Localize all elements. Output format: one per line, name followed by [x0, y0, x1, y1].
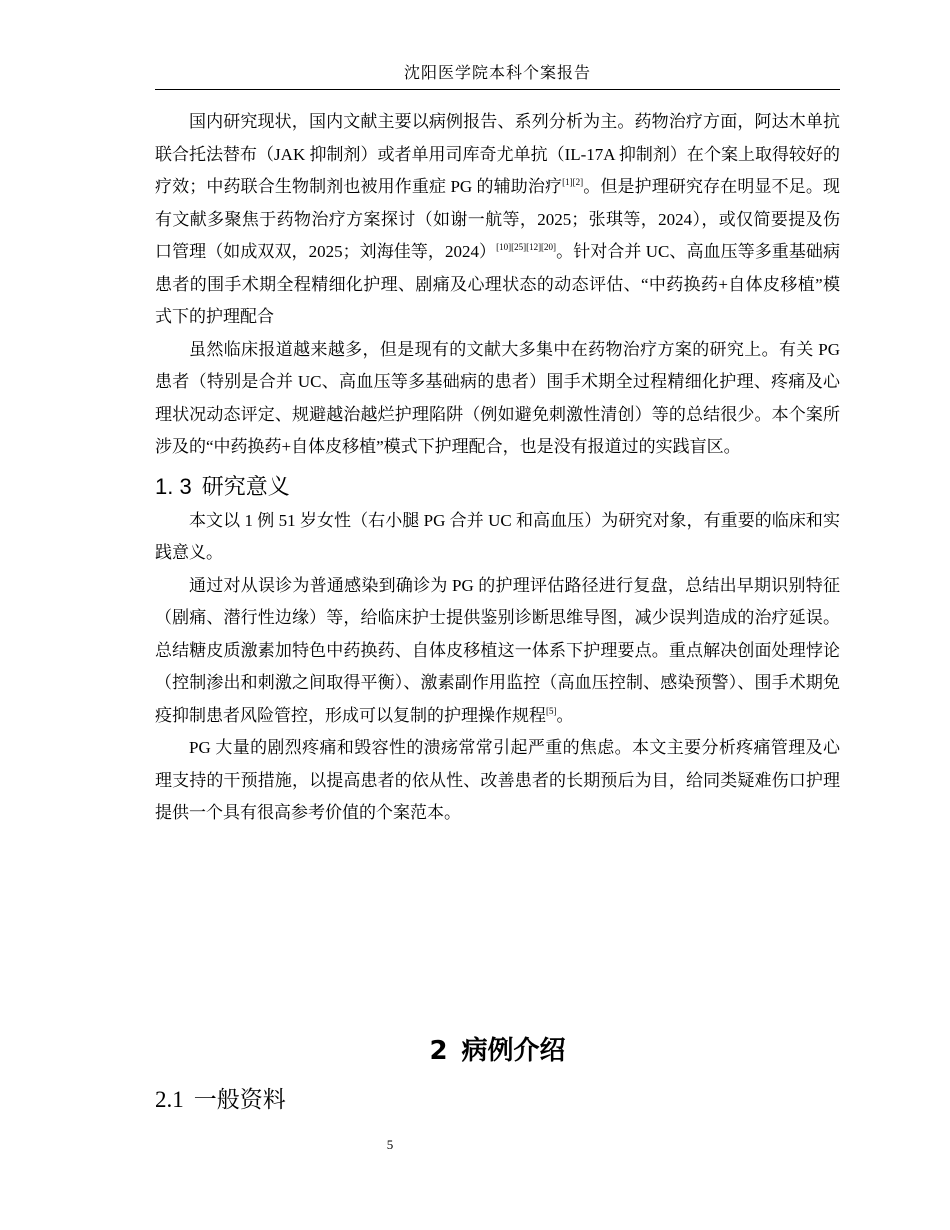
chapter-title: 病例介绍 — [461, 1036, 566, 1066]
paragraph-practice-gap: 虽然临床报道越来越多，但是现有的文献大多集中在药物治疗方案的研究上。有关 PG 患者（特别是合并 UC、高血压等多基础病的患者）围手术期全过程精细化护理、疼痛及心理状况动态评定、规避越治越烂护理陷阱（例如避免刺激性清创）等的总结很少。本个案所涉及的“中药换药+自体皮移植”模式下护理配合，也是没有报道过的实践盲区。 — [155, 339, 840, 456]
page-number: 5 — [386, 1137, 394, 1152]
paragraph-text: 通过对从误诊为普通感染到确诊为 PG 的护理评估路径进行复盘，总结出早期识别特征（剧痛、潜行性边缘）等，给临床护士提供鉴别诊断思维导图，减少误判造成的治疗延误。总结糖皮质激素加特色中药换药、自体皮移植这一体系下护理要点。重点解决创面处理悖论（控制渗出和刺激之间取得平衡）、激素副作用监控（高血压控制、感染预警）、围手术期免疫抑制患者风险管控，形成可以复制的护理操作规程 — [155, 575, 840, 725]
header-divider — [155, 89, 840, 90]
paragraph-research-status — [155, 106, 840, 334]
chapter-number: 2 — [429, 1036, 448, 1066]
citation-ref: [10][25][12][20] — [496, 242, 557, 252]
citation-ref: [5] — [546, 705, 557, 716]
page-header: 沈阳医学院本科个案报告 — [403, 65, 591, 82]
section-title: 一般资料 — [193, 1087, 286, 1113]
section-heading-1-3 — [155, 470, 840, 505]
section-number: 2.1 — [155, 1087, 184, 1112]
paragraph-text: 国内研究现状，国内文献主要以病例报告、系列分析为主。药物治疗方面，阿达木单抗联合托法替布（JAK 抑制剂）或者单用司库奇尤单抗（IL-17A 抑制剂）在个案上取得较好的疗效；中药联合生物制剂也被用作重症 PG 的辅助治疗 — [155, 112, 840, 196]
citation-ref: [1][2] — [562, 177, 584, 187]
paragraph-significance-intro: 本文以 1 例 51 岁女性（右小腿 PG 合并 UC 和高血压）为研究对象，有重要的临床和实践意义。 — [155, 510, 840, 562]
paragraph-text: 。但是护理研究存在明显不足。现有文献多聚焦于药物治疗方案探讨（如谢一航等，2025；张琪等，2024），或仅简要提及伤口管理（如成双双，2025；刘海佳等，2024） — [155, 177, 841, 261]
paragraph-significance-nursing — [155, 570, 840, 733]
section-number: 1. 3 — [155, 473, 192, 499]
paragraph-text: 。针对合并 UC、高血压等多重基础病患者的围手术期全程精细化护理、剧痛及心理状态的动态评估、“中药换药+自体皮移植”模式下的护理配合 — [155, 242, 840, 326]
chapter-heading-2 — [155, 1031, 840, 1071]
paragraph-significance-pain: PG 大量的剧烈疼痛和毁容性的溃疡常常引起严重的焦虑。本文主要分析疼痛管理及心理支持的干预措施，以提高患者的依从性、改善患者的长期预后为目，给同类疑难伤口护理提供一个具有很高参考价值的个案范本。 — [155, 738, 840, 822]
page-content — [155, 106, 840, 830]
section-heading-2-1 — [155, 1083, 286, 1117]
section-title: 研究意义 — [201, 474, 290, 500]
paragraph-text: 。 — [556, 705, 574, 725]
